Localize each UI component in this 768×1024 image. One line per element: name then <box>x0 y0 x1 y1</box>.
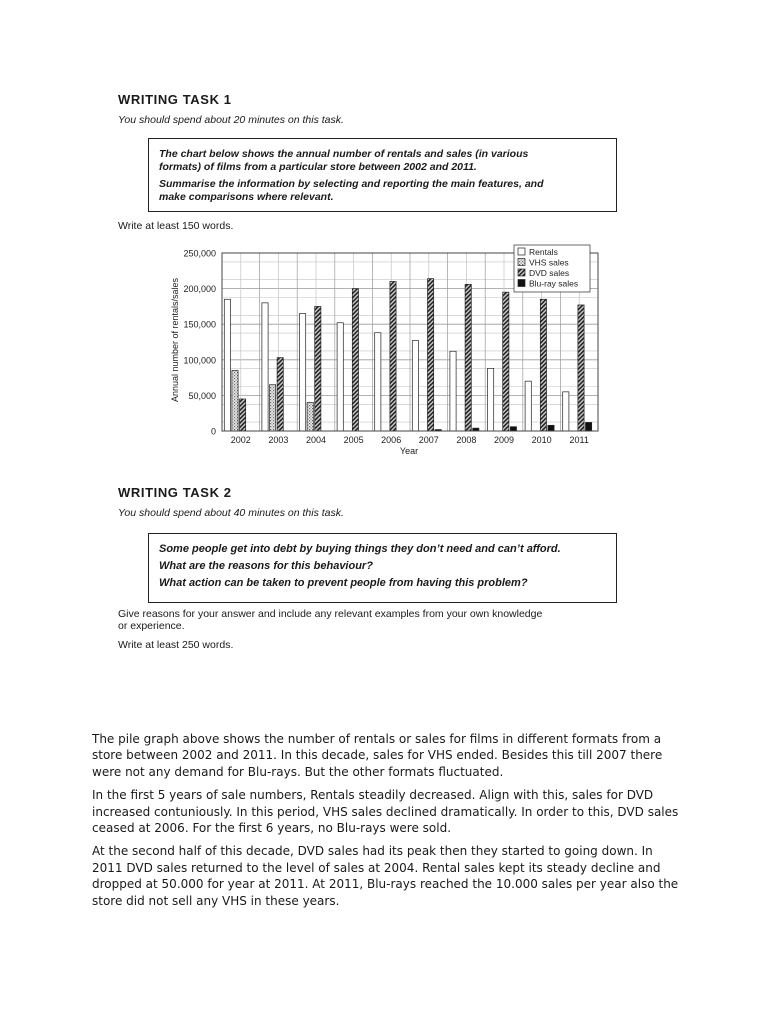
task2-reasons-note <box>118 608 542 632</box>
essay-paragraph: At the second half of this decade, DVD sales had its peak then they started to going down. In 2011 DVD sales returned to the level of sales at 2004. Rental sales kept its steady decline and dropped at 50.000 for year at 2011. At 2011, Blu-rays reached the 10.000 sales per year also the store did not sell any VHS in these years. <box>92 844 679 908</box>
task2-reasons-note-line: or experience. <box>118 620 185 632</box>
bar-rentals-2011 <box>563 392 569 431</box>
x-tick-label: 2004 <box>305 435 327 445</box>
bar-dvd-sales-2009 <box>503 292 509 431</box>
essay-body <box>92 731 684 916</box>
legend-swatch <box>518 248 525 255</box>
x-tick-label: 2005 <box>343 435 364 445</box>
bar-dvd-sales-2007 <box>428 279 434 431</box>
y-tick-label: 250,000 <box>183 248 216 259</box>
bar-rentals-2007 <box>412 341 418 431</box>
task2-reasons-note-line: Give reasons for your answer and include any relevant examples from your own knowledge <box>118 608 543 620</box>
bar-blu-ray-sales-2011 <box>586 422 592 431</box>
task1-prompt-line: The chart below shows the annual number of rentals and sales (in various <box>159 148 529 160</box>
bar-rentals-2006 <box>375 333 381 431</box>
task1-prompt-line: formats) of films from a particular store between 2002 and 2011. <box>159 161 477 173</box>
legend-label: Blu-ray sales <box>529 278 579 289</box>
rentals-sales-bar-chart <box>0 0 768 470</box>
bar-dvd-sales-2005 <box>352 289 358 431</box>
y-tick-label: 200,000 <box>183 284 216 295</box>
bar-rentals-2010 <box>525 381 531 431</box>
bar-rentals-2003 <box>262 303 268 431</box>
x-tick-label: 2003 <box>268 435 289 445</box>
bar-vhs-sales-2004 <box>307 403 313 431</box>
bar-dvd-sales-2010 <box>540 299 546 431</box>
y-tick-label: 0 <box>210 426 216 437</box>
x-tick-label: 2007 <box>418 435 439 445</box>
bar-dvd-sales-2004 <box>315 306 321 431</box>
y-tick-label: 100,000 <box>183 355 216 366</box>
x-tick-label: 2008 <box>456 435 477 445</box>
y-tick-label: 150,000 <box>183 319 216 330</box>
bar-blu-ray-sales-2010 <box>548 425 554 431</box>
task2-title: WRITING TASK 2 <box>118 485 232 500</box>
task2-prompt-box <box>148 533 617 603</box>
x-tick-label: 2009 <box>493 435 515 445</box>
task2-prompt-line: What are the reasons for this behaviour? <box>159 560 373 572</box>
task1-title: WRITING TASK 1 <box>118 92 232 107</box>
x-tick-label: 2006 <box>381 435 402 445</box>
x-axis-label: Year <box>399 446 419 456</box>
bar-rentals-2009 <box>488 368 494 431</box>
chart-bars-group <box>224 279 591 431</box>
legend-label: VHS sales <box>529 257 569 268</box>
task1-word-count-note: Write at least 150 words. <box>118 220 234 232</box>
legend-label: DVD sales <box>529 267 570 278</box>
bar-rentals-2002 <box>224 299 230 431</box>
x-tick-label: 2011 <box>569 435 589 445</box>
task2-time-instruction: You should spend about 40 minutes on this task. <box>118 507 344 519</box>
bar-rentals-2004 <box>300 314 306 431</box>
bar-blu-ray-sales-2009 <box>510 427 516 431</box>
bar-vhs-sales-2002 <box>232 370 238 431</box>
essay-paragraph: The pile graph above shows the number of rentals or sales for films in different formats from a store between 2002 and 2011. In this decade, sales for VHS ended. Besides this till 2007 there were not any demand for Blu-rays. But the other formats fluctuated. <box>92 732 663 779</box>
essay-paragraph: In the first 5 years of sale numbers, Rentals steadily decreased. Align with this, sales for DVD increased contuniously. In this period, VHS sales declined dramatically. In order to this, DVD sales ceased at 2006. For the first 6 years, no Blu-rays were sold. <box>92 788 679 836</box>
legend-swatch <box>518 259 525 266</box>
bar-dvd-sales-2006 <box>390 281 396 431</box>
task1-prompt-line: Summarise the information by selecting and reporting the main features, and <box>159 178 544 190</box>
legend-swatch <box>518 269 525 276</box>
bar-rentals-2005 <box>337 323 343 431</box>
x-tick-label: 2002 <box>230 435 251 445</box>
task2-prompt-line: What action can be taken to prevent people from having this problem? <box>159 577 528 589</box>
task2-word-count-note: Write at least 250 words. <box>118 639 234 651</box>
legend-label: Rentals <box>529 246 558 257</box>
bar-dvd-sales-2002 <box>240 399 246 431</box>
chart-legend <box>514 245 590 292</box>
task1-prompt-line: make comparisons where relevant. <box>159 191 334 203</box>
bar-dvd-sales-2011 <box>578 305 584 431</box>
task1-time-instruction: You should spend about 20 minutes on this task. <box>118 114 344 126</box>
legend-swatch <box>518 280 525 287</box>
bar-vhs-sales-2003 <box>270 385 276 431</box>
task2-prompt-line: Some people get into debt by buying things they don’t need and can’t afford. <box>159 543 561 555</box>
y-tick-label: 50,000 <box>188 390 216 401</box>
x-tick-label: 2010 <box>531 435 552 445</box>
bar-dvd-sales-2008 <box>465 284 471 431</box>
y-axis-label: Annual number of rentals/sales <box>170 277 180 403</box>
bar-rentals-2008 <box>450 351 456 431</box>
bar-dvd-sales-2003 <box>277 358 283 431</box>
